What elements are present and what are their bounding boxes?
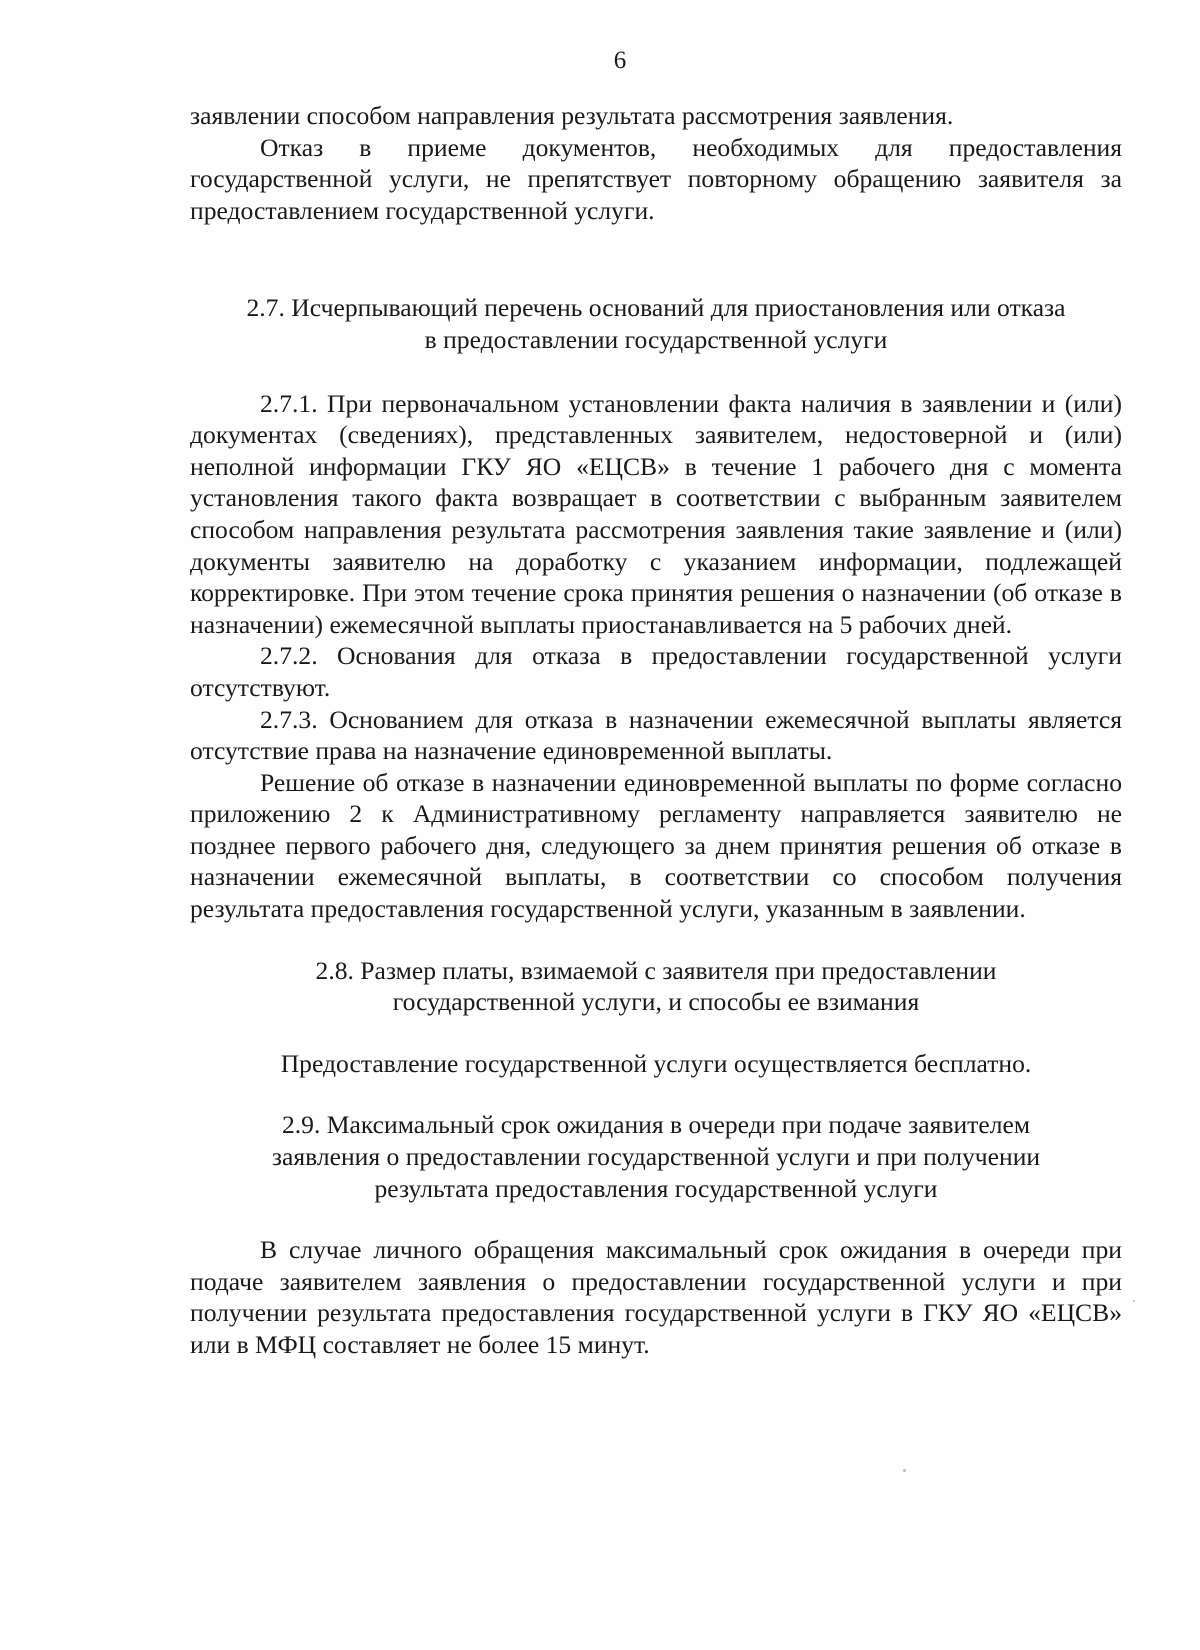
heading-line: государственной услуги, и способы ее взимания [392, 987, 920, 1017]
paragraph-2-7-3: 2.7.3. Основанием для отказа в назначении ежемесячной выплаты является отсутствие права на назначение единовременной выплаты. [190, 704, 1122, 766]
heading-line: 2.7. Исчерпывающий перечень оснований для приостановления или отказа [246, 293, 1066, 323]
heading-line: в предоставлении государственной услуги [424, 324, 888, 354]
section-heading-2-7 [190, 292, 1122, 355]
paragraph-2-7-1: 2.7.1. При первоначальном установлении факта наличия в заявлении и (или) документах (сведениях), представленных заявителем, недостоверной и (или) неполной информации ГКУ ЯО «ЕЦСВ» в течение 1 рабочего дня с момента установления такого факта возвращает в соответствии с выбранным заявителем способом направления результата рассмотрения заявления такие заявление и (или) документы заявителю на доработку с указанием информации, подлежащей корректировке. При этом течение срока принятия решения о назначении (об отказе в назначении) ежемесячной выплаты приостанавливается на 5 рабочих дней. [190, 388, 1122, 639]
paragraph-refusal-not-obstacle: Отказ в приеме документов, необходимых для предоставления государственной услуги, не препятствует повторному обращению заявителя за предоставлением государственной услуги. [190, 132, 1122, 225]
page-number: 6 [613, 47, 627, 74]
scan-speck [1133, 1300, 1135, 1302]
heading-line: 2.9. Максимальный срок ожидания в очереди при подаче заявителем [281, 1110, 1031, 1140]
paragraph-max-wait-time: В случае личного обращения максимальный срок ожидания в очереди при подаче заявителем заявления о предоставлении государственной услуги и при получении результата предоставления государственной услуги в ГКУ ЯО «ЕЦСВ» или в МФЦ составляет не более 15 минут. [190, 1235, 1122, 1359]
section-heading-2-9 [190, 1109, 1122, 1204]
heading-line: результата предоставления государственной услуги [374, 1173, 938, 1203]
heading-line: 2.8. Размер платы, взимаемой с заявителя при предоставлении [315, 955, 997, 985]
heading-line: заявления о предоставлении государственной услуги и при получении [271, 1142, 1041, 1172]
paragraph-free-of-charge: Предоставление государственной услуги осуществляется бесплатно. [280, 1048, 1032, 1078]
paragraph-continuation: заявлении способом направления результата рассмотрения заявления. [190, 101, 954, 130]
paragraph-2-7-2: 2.7.2. Основания для отказа в предоставлении государственной услуги отсутствуют. [190, 641, 1122, 702]
scan-speck [903, 1469, 906, 1472]
paragraph-refusal-decision: Решение об отказе в назначении единовременной выплаты по форме согласно приложению 2 к Административному регламенту направляется заявителю не позднее первого рабочего дня, следующего за днем принятия решения об отказе в назначении ежемесячной выплаты, в соответствии со способом получения результата предоставления государственной услуги, указанным в заявлении. [190, 767, 1122, 924]
document-body [190, 100, 1122, 1361]
section-heading-2-8 [190, 955, 1122, 1018]
